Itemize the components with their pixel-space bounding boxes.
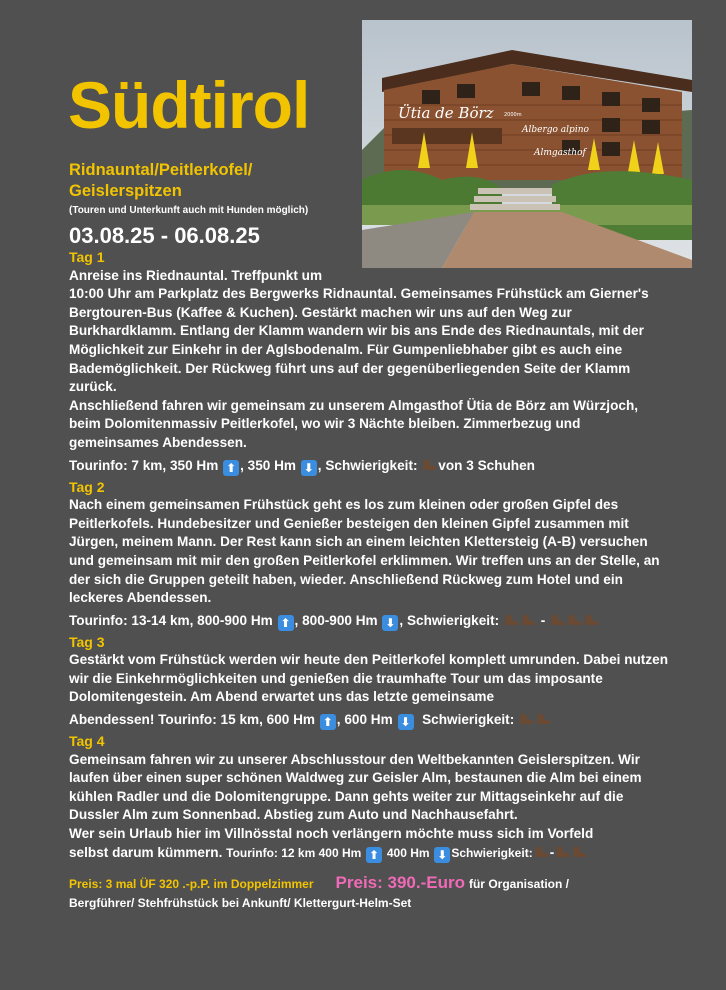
day-1-body: Anreise ins Riednauntal. Treffpunkt um 10:00 Uhr am Parkplatz des Bergwerks Ridnauntal. Gemeinsames Frühstück am Gierner's Bergtouren-Bus (Kaffee & Kuchen). Gestärkt machen wir uns auf den Weg zur Burkhardklamm. Entlang der Klamm wandern wir bis ans Ende des Riednauntals, mit der Möglichkeit zur Einkehr in der Aglsbodenalm. Für Gumpenliebhaber gibt es auch eine Bademöglichkeit. Der Rückweg führt uns auf der gegenüberliegenden Seite der Klamm zurück. Anschließend fahren wir gemeinsam zu unserem Almgasthof Ütia de Börz am Würzjoch, beim Dolomitenmassiv Peitlerkofel, wo wir 3 Nächte bleiben. Zimmerbezug und gemeinsames Abendessen.	[69, 267, 649, 450]
hiking-boot-icon	[519, 713, 534, 725]
day-2-distance: Tourinfo: 13-14 km, 800-900 Hm	[69, 612, 273, 628]
day-1-tourinfo	[69, 457, 669, 476]
dogs-note: (Touren und Unterkunft auch mit Hunden möglich)	[69, 205, 309, 216]
day-2-heading: Tag 2	[69, 478, 105, 495]
arrow-up-icon: ⬆	[278, 615, 294, 631]
price-accommodation: Preis: 3 mal ÜF 320 .-p.P. im Doppelzimmer	[69, 876, 314, 891]
pricing	[69, 873, 669, 913]
day-1-heading: Tag 1	[69, 249, 105, 265]
day-4-tail: selbst darum kümmern.	[69, 844, 223, 860]
arrow-up-icon: ⬆	[320, 714, 336, 730]
itinerary	[69, 248, 669, 913]
hotel-photo	[362, 20, 692, 268]
day-3-distance: Abendessen! Tourinfo: 15 km, 600 Hm	[69, 712, 316, 728]
page-subtitle: Ridnauntal/Peitlerkofel/ Geislerspitzen	[69, 161, 253, 200]
arrow-down-icon: ⬇	[382, 615, 398, 631]
hiking-boot-icon	[555, 846, 570, 858]
day-1-distance: Tourinfo: 7 km, 350 Hm	[69, 457, 219, 473]
sign-name: Ütia de Börz	[398, 104, 494, 122]
hiking-boot-icon	[504, 614, 519, 626]
sign-almgasthof: Almgasthof	[534, 148, 586, 158]
day-2-tourinfo	[69, 612, 669, 631]
day-3-difficulty-label: Schwierigkeit:	[422, 712, 515, 728]
day-3-descent: , 600 Hm	[336, 712, 393, 728]
day-2-difficulty-label: , Schwierigkeit:	[399, 612, 500, 628]
day-4-distance: Tourinfo: 12 km 400 Hm	[226, 845, 362, 860]
price-organisation: Preis: 390.-Euro	[335, 872, 465, 892]
page-title: Südtirol	[68, 68, 310, 142]
sign-altitude: 2000m	[504, 112, 522, 118]
hiking-boot-icon	[584, 614, 599, 626]
hiking-boot-icon	[521, 614, 536, 626]
day-2-difficulty-sep: -	[540, 612, 546, 628]
day-1-difficulty-value: von 3 Schuhen	[438, 457, 535, 473]
price-organisation-details: Bergführer/ Stehfrühstück bei Ankunft/ Klettergurt-Helm-Set	[69, 895, 412, 910]
day-4-descent: 400 Hm	[386, 845, 430, 860]
arrow-up-icon: ⬆	[223, 460, 239, 476]
day-1-descent: , 350 Hm	[240, 457, 297, 473]
arrow-down-icon: ⬇	[398, 714, 414, 730]
sign-albergo: Albergo alpino	[522, 125, 589, 135]
price-organisation-suffix: für Organisation /	[468, 876, 569, 891]
day-4-heading: Tag 4	[69, 733, 105, 750]
day-4-tourinfo	[69, 844, 669, 863]
day-3-body: Gestärkt vom Frühstück werden wir heute den Peitlerkofel komplett umrunden. Dabei nutzen wir die Einkehrmöglichkeiten und genießen die traumhafte Tour um das imposante Dolomitengestein. Am Abend erwartet uns das letzte gemeinsame	[69, 652, 668, 705]
day-4-difficulty-sep: -	[549, 844, 555, 860]
day-2-descent: , 800-900 Hm	[294, 612, 378, 628]
hiking-boot-icon	[572, 846, 587, 858]
day-3-heading: Tag 3	[69, 633, 105, 650]
day-1-text	[69, 267, 669, 453]
hiking-boot-icon	[534, 846, 549, 858]
arrow-up-icon: ⬆	[366, 847, 382, 863]
day-3-tourinfo	[69, 711, 669, 730]
hiking-boot-icon	[567, 614, 582, 626]
trip-dates: 03.08.25 - 06.08.25	[69, 223, 260, 248]
day-2-body: Nach einem gemeinsamen Frühstück geht es los zum kleinen oder großen Gipfel des Peitlerkofels. Hundebesitzer und Genießer besteigen den kleinen Gipfel zusammen mit Jürgen, meinem Mann. Der Rest kann sich an einem leichten Klettersteig (A-B) versuchen und gemeinsam mit mir den großen Peitlerkofel erklimmen. Wir treffen uns an der Stelle, an der sich die Gruppen geteilt haben, wieder. Anschließend Rückweg zum Hotel und ein leckeres Abendessen.	[69, 497, 660, 606]
hiking-boot-icon	[550, 614, 565, 626]
hiking-boot-icon	[536, 713, 551, 725]
day-1-difficulty-label: , Schwierigkeit:	[317, 457, 418, 473]
arrow-down-icon: ⬇	[434, 847, 450, 863]
day-4-difficulty-label: Schwierigkeit:	[451, 845, 533, 860]
day-4-body: Gemeinsam fahren wir zu unserer Abschlusstour den Weltbekannten Geislerspitzen. Wir laufen über einen super schönen Waldweg zur Geisler Alm, bestaunen die Alm bei einem kühlen Radler und die Dolomitengruppe. Dann gehts weiter zur Mittagseinkehr auf die Dussler Alm zum Sonnenbad. Abstieg zum Auto und Nachhausefahrt. Wer sein Urlaub hier im Villnösstal noch verlängern möchte muss sich im Vorfeld	[69, 751, 642, 842]
hiking-boot-icon	[422, 459, 437, 471]
arrow-down-icon: ⬇	[301, 460, 317, 476]
